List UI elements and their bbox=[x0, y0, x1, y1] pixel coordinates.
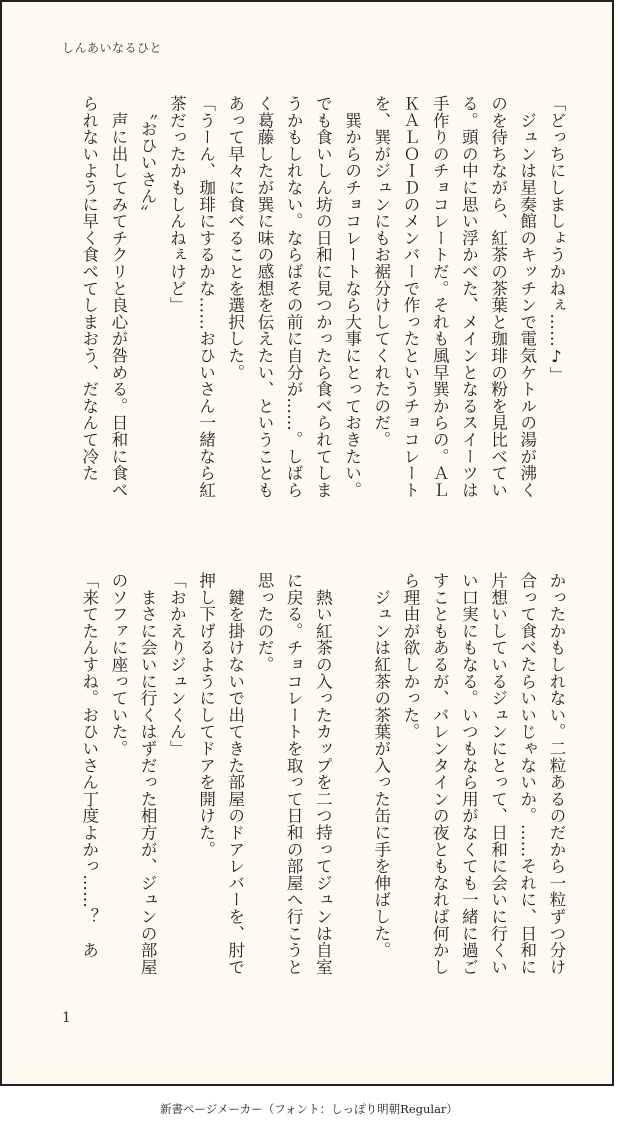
footer-credit: 新書ページメーカー（フォント：しっぽり明朝Regular） bbox=[160, 1102, 458, 1116]
page-number: 1 bbox=[62, 1010, 71, 1026]
body-text-lower-block: かったかもしれない。二粒あるのだから一粒ずつ分け 合って食べたらいいじゃないか。……それに、日和に 片想いしているジュンにとって、日和に会いに行くい い口実にもなる。いつもなら用がなくても一緒に過ご すこともあるが、バレンタインの夜ともなれば何かし ら理由が欲しかった。 ジュンは紅茶の茶葉が入った缶に手を伸ばした。 熱い紅茶の入ったカップを二つ持ってジュンは自室 に戻る。チョコレートを取って日和の部屋へ行こうと 思ったのだ。 鍵を掛けないで出てきた部屋のドアレバーを、肘で 押し下げるようにしてドアを開けた。 「おかえりジュンくん」 まさに会いに行くはずだった相方が、ジュンの部屋 のソファに座っていた。 「来てたんすね。おひいさん丁度よかっ……？ あ bbox=[79, 572, 566, 976]
body-text-upper-block: 「どっちにしましょうかねぇ……♪」 ジュンは星奏館のキッチンで電気ケトルの湯が沸く のを待ちながら、紅茶の茶葉と珈琲の粉を見比べてい る。頭の中に思い浮かべた、メインとなるスイーツは 手作りのチョコレートだ。それも風早巽からの。ＡＬ ＫＡＬＯＩＤのメンバーで作ったというチョコレート を、巽がジュンにもお裾分けしてくれたのだ。 巽からのチョコレートなら大事にとっておきたい。 でも食いしん坊の日和に見つかったら食べられてしま うかもしれない。ならばその前に自分が……。しばら く葛藤したが巽に味の感想を伝えたい、ということも あって早々に食べることを選択した。 「うーん、珈琲にするかな……おひいさん一緒なら紅 茶だったかもしんねぇけど」 〝おひいさん〟 声に出してみてチクリと良心が咎める。日和に食べ られないように早く食べてしまおう、だなんて冷た bbox=[79, 95, 566, 499]
page-header-title: しんあいなるひと bbox=[62, 41, 163, 55]
